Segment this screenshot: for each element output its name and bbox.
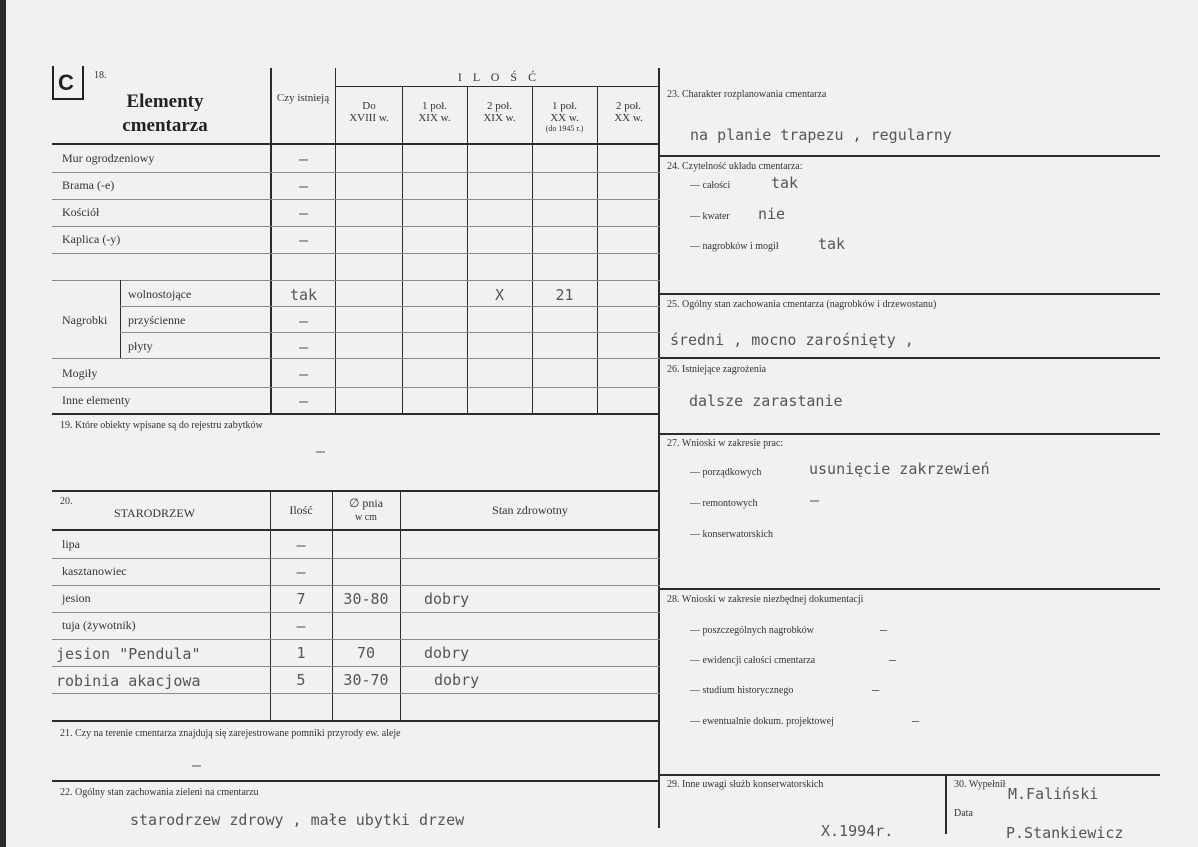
period-header-l2: XVIII w. <box>349 112 389 124</box>
tree-row-name: robinia akacjowa <box>56 672 201 690</box>
s24-item-value: nie <box>758 205 786 223</box>
s27-item-value: usunięcie zakrzewień <box>809 460 990 478</box>
s24-item-label: — kwater <box>690 211 730 222</box>
nagrobki-row-label: płyty <box>128 339 153 353</box>
header-ilosc: I L O Ś Ć <box>457 70 541 84</box>
nagrobki-row-label: wolnostojące <box>128 287 192 301</box>
nagrobki-row-exists: tak <box>289 286 318 304</box>
period-header-l1: 2 poł. <box>615 100 642 112</box>
section-title-line1: Elementy <box>126 91 204 112</box>
s28-label: 28. Wnioski w zakresie niezbędnej dokumentacji <box>667 594 864 605</box>
tree-row-qty: 1 <box>296 644 306 662</box>
s26-value: dalsze zarastanie <box>689 392 843 410</box>
nagrobki-row-label: przyścienne <box>128 313 186 327</box>
tree-row-name: lipa <box>62 537 80 551</box>
tree-row-qty: – <box>296 536 306 554</box>
s20-header-diam2: w cm <box>355 512 377 523</box>
s28-item-value: – <box>880 623 888 637</box>
element-row-exists: – <box>298 392 309 410</box>
period-header-l2: XIX w. <box>483 112 516 124</box>
period-header-l3: (do 1945 r.) <box>545 124 584 133</box>
element-row-label: Brama (-e) <box>62 178 115 192</box>
tree-row-qty: 7 <box>296 590 306 608</box>
element-row-exists: – <box>298 204 309 222</box>
header-exists: Czy istnieją <box>276 92 330 104</box>
s24-item-value: tak <box>818 235 846 253</box>
element-row-exists: – <box>298 231 309 249</box>
s28-item-label: — ewidencji całości cmentarza <box>690 655 816 666</box>
s21-value: – <box>192 756 202 774</box>
s27-item-label: — porządkowych <box>690 467 762 478</box>
s30-date-label: Data <box>954 808 973 819</box>
tree-row-qty: – <box>296 617 306 635</box>
element-row-exists: – <box>298 177 309 195</box>
tree-row-health: dobry <box>424 590 470 608</box>
s22-label: 22. Ogólny stan zachowania zieleni na cmentarzu <box>60 787 259 798</box>
tree-row-name: tuja (żywotnik) <box>62 618 136 632</box>
s27-item-label: — remontowych <box>690 498 758 509</box>
s24-item-label: — całości <box>690 180 731 191</box>
tree-row-health: dobry <box>434 671 480 689</box>
s23-value: na planie trapezu , regularny <box>690 126 952 144</box>
s27-item-label: — konserwatorskich <box>690 529 774 540</box>
section-title-line2: cmentarza <box>122 115 208 136</box>
tree-row-diam: 70 <box>356 644 376 662</box>
s24-label: 24. Czytelność układu cmentarza: <box>667 161 803 172</box>
s27-label: 27. Wnioski w zakresie prac: <box>667 438 784 449</box>
s27-item-value: – <box>810 491 820 509</box>
period-header-l2: XIX w. <box>418 112 451 124</box>
s20-header-diam1: ∅ pnia <box>348 496 384 510</box>
period-header-l2: XX w. <box>550 112 579 124</box>
s25-value: średni , mocno zarośnięty , <box>670 331 914 349</box>
s28-item-label: — studium historycznego <box>690 685 794 696</box>
s25-label: 25. Ogólny stan zachowania cmentarza (nagrobków i drzewostanu) <box>667 299 937 310</box>
nagrobki-xx1-count: 21 <box>555 286 574 304</box>
period-header-l1: 1 poł. <box>551 100 578 112</box>
tree-row-qty: 5 <box>296 671 306 689</box>
element-row-label: Kościół <box>62 205 100 219</box>
s28-item-label: — ewentualnie dokum. projektowej <box>690 716 834 727</box>
s30-filled-by: M.Faliński <box>1008 785 1099 803</box>
s28-item-value: – <box>912 714 920 728</box>
s20-header-name: STARODRZEW <box>114 506 196 520</box>
s30-checked-by: P.Stankiewicz <box>1006 824 1124 842</box>
period-header-l1: 2 poł. <box>486 100 513 112</box>
period-header-l2: XX w. <box>614 112 643 124</box>
s29-date-value: X.1994r. <box>821 822 894 840</box>
nagrobki-label: Nagrobki <box>62 313 108 327</box>
tree-row-name: jesion "Pendula" <box>56 645 201 663</box>
section-letter: C <box>58 70 74 95</box>
tree-row-name: jesion <box>62 591 91 605</box>
element-row-label: Mogiły <box>62 366 98 380</box>
element-row-label: Mur ogrodzeniowy <box>62 151 155 165</box>
tree-row-diam: 30-70 <box>343 671 389 689</box>
element-row-exists: – <box>298 365 309 383</box>
s20-header-qty: Ilość <box>289 503 313 517</box>
s19-value: – <box>316 442 326 460</box>
s28-item-value: – <box>872 683 880 697</box>
nagrobki-row-exists: – <box>298 338 309 356</box>
tree-row-health: dobry <box>424 644 470 662</box>
tree-row-name: kasztanowiec <box>62 564 127 578</box>
s21-label: 21. Czy na terenie cmentarza znajdują się zarejestrowane pomniki przyrody ew. aleje <box>60 728 401 739</box>
s29-label: 29. Inne uwagi służb konserwatorskich <box>667 779 824 790</box>
tree-row-qty: – <box>296 563 306 581</box>
period-header-l1: Do <box>362 100 376 112</box>
s22-value: starodrzew zdrowy , małe ubytki drzew <box>130 811 465 829</box>
element-row-label: Inne elementy <box>62 393 131 407</box>
s26-label: 26. Istniejące zagrożenia <box>667 364 767 375</box>
s23-label: 23. Charakter rozplanowania cmentarza <box>667 89 827 100</box>
period-header-l1: 1 poł. <box>421 100 448 112</box>
s28-item-label: — poszczególnych nagrobków <box>690 625 814 636</box>
tree-row-diam: 30-80 <box>343 590 389 608</box>
form-sheet <box>6 0 1198 847</box>
s24-item-label: — nagrobków i mogił <box>690 241 779 252</box>
nagrobki-row-exists: – <box>298 312 309 330</box>
s20-header-health: Stan zdrowotny <box>492 503 568 517</box>
s28-item-value: – <box>889 653 897 667</box>
s19-label: 19. Które obiekty wpisane są do rejestru zabytków <box>60 420 263 431</box>
s30-label: 30. Wypełnił <box>954 779 1006 790</box>
s20-number: 20. <box>60 496 73 507</box>
nagrobki-xix2-mark: X <box>494 286 505 304</box>
s24-item-value: tak <box>771 174 799 192</box>
element-row-exists: – <box>298 150 309 168</box>
element-row-label: Kaplica (-y) <box>62 232 121 246</box>
section-number: 18. <box>94 70 107 81</box>
